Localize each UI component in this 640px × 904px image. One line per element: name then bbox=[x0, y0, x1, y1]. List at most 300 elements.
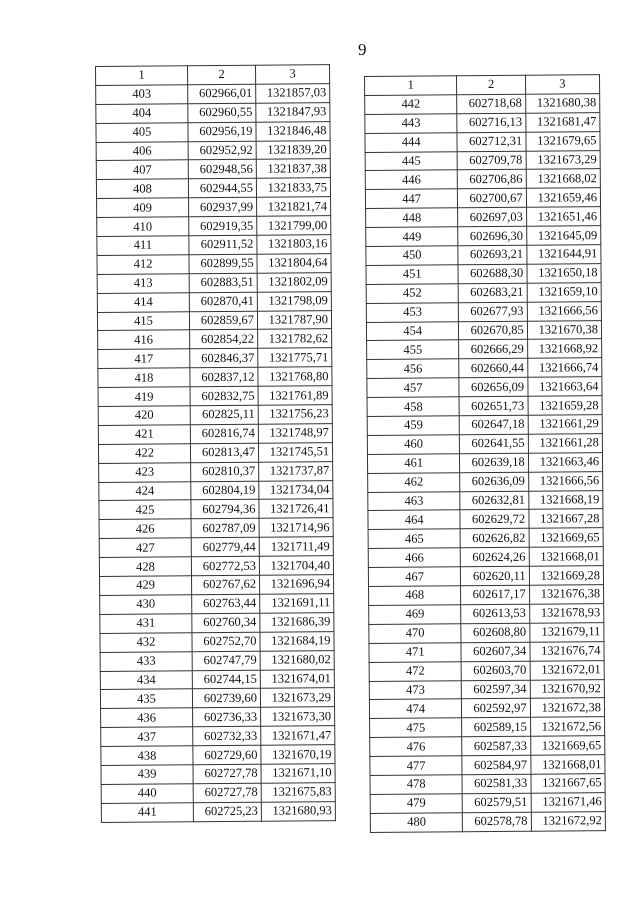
y-coordinate-cell: 1321670,38 bbox=[527, 320, 601, 339]
x-coordinate-cell: 602641,55 bbox=[460, 434, 528, 453]
table-row bbox=[370, 736, 605, 757]
point-number-cell: 466 bbox=[368, 548, 461, 568]
point-number-cell: 406 bbox=[96, 141, 188, 161]
point-number-cell: 433 bbox=[100, 651, 192, 671]
table-row bbox=[369, 641, 604, 662]
y-coordinate-cell: 1321804,64 bbox=[257, 254, 331, 273]
table-row bbox=[367, 415, 602, 436]
table-row bbox=[367, 358, 602, 379]
x-coordinate-cell: 602608,80 bbox=[461, 623, 529, 642]
table-row bbox=[97, 216, 331, 237]
table-header-row bbox=[365, 75, 600, 96]
table-row bbox=[370, 792, 605, 813]
x-coordinate-cell: 602948,56 bbox=[188, 160, 256, 179]
y-coordinate-cell: 1321696,94 bbox=[260, 575, 334, 594]
y-coordinate-cell: 1321802,09 bbox=[257, 272, 331, 291]
y-coordinate-cell: 1321799,00 bbox=[257, 216, 331, 235]
point-number-cell: 452 bbox=[366, 284, 459, 304]
coordinates-table-left bbox=[95, 64, 336, 822]
y-coordinate-cell: 1321666,74 bbox=[527, 358, 601, 377]
x-coordinate-cell: 602952,92 bbox=[188, 141, 256, 160]
table-row bbox=[99, 537, 333, 558]
y-coordinate-cell: 1321711,49 bbox=[259, 537, 333, 556]
point-number-cell: 461 bbox=[367, 454, 460, 474]
y-coordinate-cell: 1321676,38 bbox=[529, 585, 603, 604]
x-coordinate-cell: 602825,11 bbox=[190, 405, 258, 424]
x-coordinate-cell: 602729,60 bbox=[193, 745, 261, 764]
y-coordinate-cell: 1321645,09 bbox=[526, 226, 600, 245]
x-coordinate-cell: 602696,30 bbox=[458, 226, 526, 245]
x-coordinate-cell: 602656,09 bbox=[459, 377, 527, 396]
y-coordinate-cell: 1321745,51 bbox=[258, 442, 332, 461]
point-number-cell: 407 bbox=[96, 160, 188, 180]
table-row bbox=[368, 528, 603, 549]
table-row bbox=[96, 121, 330, 142]
point-number-cell: 437 bbox=[101, 727, 193, 747]
table-header-row bbox=[96, 65, 330, 86]
x-coordinate-cell: 602732,33 bbox=[193, 726, 261, 745]
table-row bbox=[99, 499, 333, 520]
table-row bbox=[365, 169, 600, 190]
table-row bbox=[366, 301, 601, 322]
point-number-cell: 442 bbox=[365, 95, 458, 115]
table-row bbox=[96, 102, 330, 123]
x-coordinate-cell: 602624,26 bbox=[461, 547, 529, 566]
x-coordinate-cell: 602937,99 bbox=[189, 197, 257, 216]
x-coordinate-cell: 602911,52 bbox=[189, 235, 257, 254]
table-row bbox=[367, 339, 602, 360]
y-coordinate-cell: 1321803,16 bbox=[257, 235, 331, 254]
x-coordinate-cell: 602688,30 bbox=[458, 264, 526, 283]
point-number-cell: 473 bbox=[369, 680, 462, 700]
x-coordinate-cell: 602700,67 bbox=[458, 189, 526, 208]
x-coordinate-cell: 602589,15 bbox=[462, 717, 530, 736]
point-number-cell: 453 bbox=[366, 302, 459, 322]
y-coordinate-cell: 1321756,23 bbox=[258, 405, 332, 424]
point-number-cell: 458 bbox=[367, 397, 460, 417]
table-body-right bbox=[365, 94, 606, 833]
table-row bbox=[366, 207, 601, 228]
y-coordinate-cell: 1321671,46 bbox=[531, 792, 605, 811]
y-coordinate-cell: 1321668,19 bbox=[528, 490, 602, 509]
table-row bbox=[100, 650, 334, 671]
table-row bbox=[98, 329, 332, 350]
table-row bbox=[366, 264, 601, 285]
table-row bbox=[97, 310, 331, 331]
point-number-cell: 463 bbox=[368, 491, 461, 511]
point-number-cell: 472 bbox=[369, 661, 462, 681]
table-row bbox=[365, 150, 600, 171]
y-coordinate-cell: 1321669,65 bbox=[530, 736, 604, 755]
y-coordinate-cell: 1321659,28 bbox=[528, 396, 602, 415]
point-number-cell: 441 bbox=[101, 802, 193, 822]
y-coordinate-cell: 1321761,89 bbox=[258, 386, 332, 405]
table-row bbox=[97, 291, 331, 312]
point-number-cell: 419 bbox=[98, 387, 190, 407]
table-row bbox=[100, 688, 334, 709]
x-coordinate-cell: 602607,34 bbox=[461, 642, 529, 661]
table-row bbox=[99, 556, 333, 577]
x-coordinate-cell: 602579,51 bbox=[463, 793, 531, 812]
x-coordinate-cell: 602706,86 bbox=[458, 170, 526, 189]
point-number-cell: 436 bbox=[101, 708, 193, 728]
point-number-cell: 429 bbox=[100, 576, 192, 596]
y-coordinate-cell: 1321661,28 bbox=[528, 434, 602, 453]
x-coordinate-cell: 602660,44 bbox=[459, 359, 527, 378]
y-coordinate-cell: 1321668,01 bbox=[529, 547, 603, 566]
table-row bbox=[367, 377, 602, 398]
x-coordinate-cell: 602859,67 bbox=[189, 311, 257, 330]
column-header-x: 2 bbox=[188, 65, 256, 84]
y-coordinate-cell: 1321839,20 bbox=[256, 140, 330, 159]
x-coordinate-cell: 602810,37 bbox=[191, 462, 259, 481]
y-coordinate-cell: 1321668,01 bbox=[531, 755, 605, 774]
x-coordinate-cell: 602752,70 bbox=[192, 632, 260, 651]
y-coordinate-cell: 1321667,65 bbox=[531, 774, 605, 793]
point-number-cell: 415 bbox=[97, 311, 189, 331]
y-coordinate-cell: 1321748,97 bbox=[258, 424, 332, 443]
y-coordinate-cell: 1321678,93 bbox=[529, 604, 603, 623]
table-row bbox=[96, 178, 330, 199]
table-row bbox=[368, 471, 603, 492]
x-coordinate-cell: 602629,72 bbox=[460, 510, 528, 529]
y-coordinate-cell: 1321679,65 bbox=[526, 131, 600, 150]
table-row bbox=[369, 585, 604, 606]
table-row bbox=[96, 140, 330, 161]
point-number-cell: 434 bbox=[100, 670, 192, 690]
point-number-cell: 418 bbox=[98, 368, 190, 388]
point-number-cell: 424 bbox=[99, 481, 191, 501]
x-coordinate-cell: 602736,33 bbox=[193, 708, 261, 727]
y-coordinate-cell: 1321663,64 bbox=[528, 377, 602, 396]
point-number-cell: 428 bbox=[99, 557, 191, 577]
column-header-y: 3 bbox=[525, 75, 599, 94]
x-coordinate-cell: 602632,81 bbox=[460, 491, 528, 510]
point-number-cell: 416 bbox=[98, 330, 190, 350]
x-coordinate-cell: 602613,53 bbox=[461, 604, 529, 623]
y-coordinate-cell: 1321846,48 bbox=[256, 121, 330, 140]
y-coordinate-cell: 1321680,38 bbox=[525, 94, 599, 113]
point-number-cell: 414 bbox=[97, 292, 189, 312]
table-row bbox=[369, 604, 604, 625]
y-coordinate-cell: 1321737,87 bbox=[259, 461, 333, 480]
point-number-cell: 409 bbox=[97, 198, 189, 218]
x-coordinate-cell: 602813,47 bbox=[190, 443, 258, 462]
x-coordinate-cell: 602603,70 bbox=[461, 661, 529, 680]
table-row bbox=[101, 707, 335, 728]
y-coordinate-cell: 1321667,28 bbox=[529, 509, 603, 528]
y-coordinate-cell: 1321782,62 bbox=[258, 329, 332, 348]
point-number-cell: 444 bbox=[365, 132, 458, 152]
x-coordinate-cell: 602581,33 bbox=[462, 774, 530, 793]
y-coordinate-cell: 1321673,29 bbox=[526, 150, 600, 169]
x-coordinate-cell: 602677,93 bbox=[459, 302, 527, 321]
point-number-cell: 413 bbox=[97, 274, 189, 294]
point-number-cell: 462 bbox=[368, 472, 461, 492]
y-coordinate-cell: 1321673,29 bbox=[260, 688, 334, 707]
point-number-cell: 438 bbox=[101, 746, 193, 766]
x-coordinate-cell: 602639,18 bbox=[460, 453, 528, 472]
point-number-cell: 464 bbox=[368, 510, 461, 530]
x-coordinate-cell: 602744,15 bbox=[192, 670, 260, 689]
page-number: 9 bbox=[358, 40, 367, 59]
x-coordinate-cell: 602816,74 bbox=[190, 424, 258, 443]
x-coordinate-cell: 602718,68 bbox=[457, 94, 525, 113]
y-coordinate-cell: 1321661,29 bbox=[528, 415, 602, 434]
table-row bbox=[98, 386, 332, 407]
y-coordinate-cell: 1321833,75 bbox=[256, 178, 330, 197]
table-row bbox=[101, 764, 335, 785]
point-number-cell: 459 bbox=[367, 416, 460, 436]
y-coordinate-cell: 1321714,96 bbox=[259, 518, 333, 537]
x-coordinate-cell: 602626,82 bbox=[460, 529, 528, 548]
point-number-cell: 426 bbox=[99, 519, 191, 539]
table-row bbox=[366, 226, 601, 247]
y-coordinate-cell: 1321671,47 bbox=[261, 726, 335, 745]
table-row bbox=[98, 367, 332, 388]
x-coordinate-cell: 602767,62 bbox=[192, 575, 260, 594]
x-coordinate-cell: 602846,37 bbox=[190, 349, 258, 368]
table-row bbox=[100, 669, 334, 690]
table-row bbox=[97, 197, 331, 218]
y-coordinate-cell: 1321726,41 bbox=[259, 499, 333, 518]
x-coordinate-cell: 602960,55 bbox=[188, 103, 256, 122]
table-row bbox=[99, 461, 333, 482]
table-row bbox=[366, 245, 601, 266]
table-row bbox=[98, 442, 332, 463]
y-coordinate-cell: 1321684,19 bbox=[260, 631, 334, 650]
table-row bbox=[100, 575, 334, 596]
point-number-cell: 439 bbox=[101, 765, 193, 785]
point-number-cell: 469 bbox=[369, 605, 462, 625]
point-number-cell: 465 bbox=[368, 529, 461, 549]
y-coordinate-cell: 1321670,19 bbox=[261, 745, 335, 764]
column-header-number: 1 bbox=[96, 66, 188, 86]
table-row bbox=[365, 188, 600, 209]
point-number-cell: 443 bbox=[365, 114, 458, 134]
y-coordinate-cell: 1321644,91 bbox=[527, 245, 601, 264]
y-coordinate-cell: 1321704,40 bbox=[259, 556, 333, 575]
x-coordinate-cell: 602956,19 bbox=[188, 122, 256, 141]
point-number-cell: 408 bbox=[96, 179, 188, 199]
point-number-cell: 446 bbox=[365, 170, 458, 190]
y-coordinate-cell: 1321669,65 bbox=[529, 528, 603, 547]
table-row bbox=[367, 396, 602, 417]
x-coordinate-cell: 602919,35 bbox=[189, 216, 257, 235]
table-row bbox=[370, 774, 605, 795]
y-coordinate-cell: 1321672,38 bbox=[530, 698, 604, 717]
table-row bbox=[369, 660, 604, 681]
table-row bbox=[370, 717, 605, 738]
point-number-cell: 476 bbox=[370, 737, 463, 757]
y-coordinate-cell: 1321674,01 bbox=[260, 669, 334, 688]
table-row bbox=[96, 84, 330, 105]
x-coordinate-cell: 602870,41 bbox=[189, 292, 257, 311]
table-row bbox=[97, 272, 331, 293]
table-row bbox=[100, 594, 334, 615]
x-coordinate-cell: 602578,78 bbox=[463, 812, 531, 831]
x-coordinate-cell: 602636,09 bbox=[460, 472, 528, 491]
x-coordinate-cell: 602763,44 bbox=[192, 594, 260, 613]
point-number-cell: 470 bbox=[369, 624, 462, 644]
x-coordinate-cell: 602832,75 bbox=[190, 386, 258, 405]
point-number-cell: 451 bbox=[366, 265, 459, 285]
table-row bbox=[96, 159, 330, 180]
y-coordinate-cell: 1321691,11 bbox=[260, 594, 334, 613]
x-coordinate-cell: 602620,11 bbox=[461, 566, 529, 585]
x-coordinate-cell: 602651,73 bbox=[459, 396, 527, 415]
y-coordinate-cell: 1321672,01 bbox=[530, 660, 604, 679]
y-coordinate-cell: 1321821,74 bbox=[257, 197, 331, 216]
table-row bbox=[365, 131, 600, 152]
point-number-cell: 467 bbox=[368, 567, 461, 587]
table-row bbox=[366, 282, 601, 303]
y-coordinate-cell: 1321847,93 bbox=[256, 102, 330, 121]
y-coordinate-cell: 1321686,39 bbox=[260, 612, 334, 631]
point-number-cell: 460 bbox=[367, 435, 460, 455]
table-row bbox=[369, 679, 604, 700]
x-coordinate-cell: 602727,78 bbox=[193, 764, 261, 783]
y-coordinate-cell: 1321680,02 bbox=[260, 650, 334, 669]
x-coordinate-cell: 602944,55 bbox=[188, 179, 256, 198]
x-coordinate-cell: 602683,21 bbox=[459, 283, 527, 302]
point-number-cell: 447 bbox=[365, 189, 458, 209]
point-number-cell: 456 bbox=[367, 359, 460, 379]
point-number-cell: 475 bbox=[370, 718, 463, 738]
x-coordinate-cell: 602597,34 bbox=[462, 680, 530, 699]
point-number-cell: 412 bbox=[97, 255, 189, 275]
table-row bbox=[370, 811, 605, 832]
table-row bbox=[98, 405, 332, 426]
point-number-cell: 411 bbox=[97, 236, 189, 256]
point-number-cell: 474 bbox=[369, 699, 462, 719]
table-row bbox=[101, 726, 335, 747]
table-row bbox=[101, 745, 335, 766]
point-number-cell: 478 bbox=[370, 775, 463, 795]
y-coordinate-cell: 1321679,11 bbox=[529, 622, 603, 641]
point-number-cell: 454 bbox=[366, 321, 459, 341]
y-coordinate-cell: 1321787,90 bbox=[257, 310, 331, 329]
table-row bbox=[98, 424, 332, 445]
y-coordinate-cell: 1321837,38 bbox=[256, 159, 330, 178]
x-coordinate-cell: 602804,19 bbox=[191, 481, 259, 500]
x-coordinate-cell: 602854,22 bbox=[190, 330, 258, 349]
x-coordinate-cell: 602779,44 bbox=[191, 537, 259, 556]
point-number-cell: 450 bbox=[366, 246, 459, 266]
table-row bbox=[368, 566, 603, 587]
point-number-cell: 422 bbox=[98, 444, 190, 464]
y-coordinate-cell: 1321659,10 bbox=[527, 282, 601, 301]
y-coordinate-cell: 1321680,93 bbox=[261, 801, 335, 820]
x-coordinate-cell: 602647,18 bbox=[460, 415, 528, 434]
y-coordinate-cell: 1321666,56 bbox=[527, 301, 601, 320]
table-body-left bbox=[96, 84, 336, 823]
y-coordinate-cell: 1321798,09 bbox=[257, 291, 331, 310]
table-row bbox=[100, 631, 334, 652]
table-row bbox=[366, 320, 601, 341]
point-number-cell: 427 bbox=[99, 538, 191, 558]
table-row bbox=[99, 518, 333, 539]
x-coordinate-cell: 602670,85 bbox=[459, 321, 527, 340]
point-number-cell: 405 bbox=[96, 122, 188, 142]
point-number-cell: 435 bbox=[100, 689, 192, 709]
table-row bbox=[97, 254, 331, 275]
point-number-cell: 448 bbox=[366, 208, 459, 228]
x-coordinate-cell: 602693,21 bbox=[458, 245, 526, 264]
table-row bbox=[98, 348, 332, 369]
point-number-cell: 440 bbox=[101, 784, 193, 804]
x-coordinate-cell: 602617,17 bbox=[461, 585, 529, 604]
x-coordinate-cell: 602584,97 bbox=[462, 755, 530, 774]
point-number-cell: 479 bbox=[370, 794, 463, 814]
column-header-y: 3 bbox=[255, 65, 329, 84]
x-coordinate-cell: 602587,33 bbox=[462, 736, 530, 755]
table-row bbox=[367, 452, 602, 473]
point-number-cell: 423 bbox=[99, 462, 191, 482]
x-coordinate-cell: 602760,34 bbox=[192, 613, 260, 632]
table-row bbox=[101, 782, 335, 803]
x-coordinate-cell: 602716,13 bbox=[457, 113, 525, 132]
table-row bbox=[100, 612, 334, 633]
y-coordinate-cell: 1321651,46 bbox=[526, 207, 600, 226]
y-coordinate-cell: 1321670,92 bbox=[530, 679, 604, 698]
point-number-cell: 430 bbox=[100, 595, 192, 615]
x-coordinate-cell: 602697,03 bbox=[458, 207, 526, 226]
table-row bbox=[368, 490, 603, 511]
table-row bbox=[370, 755, 605, 776]
y-coordinate-cell: 1321673,30 bbox=[261, 707, 335, 726]
y-coordinate-cell: 1321671,10 bbox=[261, 764, 335, 783]
point-number-cell: 480 bbox=[370, 812, 463, 832]
y-coordinate-cell: 1321668,92 bbox=[527, 339, 601, 358]
point-number-cell: 432 bbox=[100, 632, 192, 652]
x-coordinate-cell: 602883,51 bbox=[189, 273, 257, 292]
point-number-cell: 468 bbox=[369, 586, 462, 606]
y-coordinate-cell: 1321734,04 bbox=[259, 480, 333, 499]
point-number-cell: 445 bbox=[365, 151, 458, 171]
point-number-cell: 421 bbox=[98, 425, 190, 445]
table-row bbox=[365, 94, 600, 115]
point-number-cell: 417 bbox=[98, 349, 190, 369]
y-coordinate-cell: 1321668,02 bbox=[526, 169, 600, 188]
x-coordinate-cell: 602899,55 bbox=[189, 254, 257, 273]
point-number-cell: 471 bbox=[369, 642, 462, 662]
point-number-cell: 449 bbox=[366, 227, 459, 247]
column-header-number: 1 bbox=[365, 76, 458, 96]
x-coordinate-cell: 602739,60 bbox=[192, 689, 260, 708]
coordinates-table-right bbox=[364, 74, 606, 832]
table-row bbox=[365, 112, 600, 133]
point-number-cell: 410 bbox=[97, 217, 189, 237]
point-number-cell: 455 bbox=[367, 340, 460, 360]
x-coordinate-cell: 602709,78 bbox=[457, 151, 525, 170]
y-coordinate-cell: 1321675,83 bbox=[261, 782, 335, 801]
y-coordinate-cell: 1321663,46 bbox=[528, 452, 602, 471]
x-coordinate-cell: 602727,78 bbox=[193, 783, 261, 802]
table-row bbox=[368, 509, 603, 530]
table-row bbox=[101, 801, 335, 822]
point-number-cell: 404 bbox=[96, 104, 188, 124]
x-coordinate-cell: 602966,01 bbox=[188, 84, 256, 103]
point-number-cell: 457 bbox=[367, 378, 460, 398]
point-number-cell: 477 bbox=[370, 756, 463, 776]
y-coordinate-cell: 1321681,47 bbox=[525, 112, 599, 131]
x-coordinate-cell: 602712,31 bbox=[457, 132, 525, 151]
x-coordinate-cell: 602666,29 bbox=[459, 340, 527, 359]
point-number-cell: 425 bbox=[99, 500, 191, 520]
table-row bbox=[368, 547, 603, 568]
y-coordinate-cell: 1321669,28 bbox=[529, 566, 603, 585]
